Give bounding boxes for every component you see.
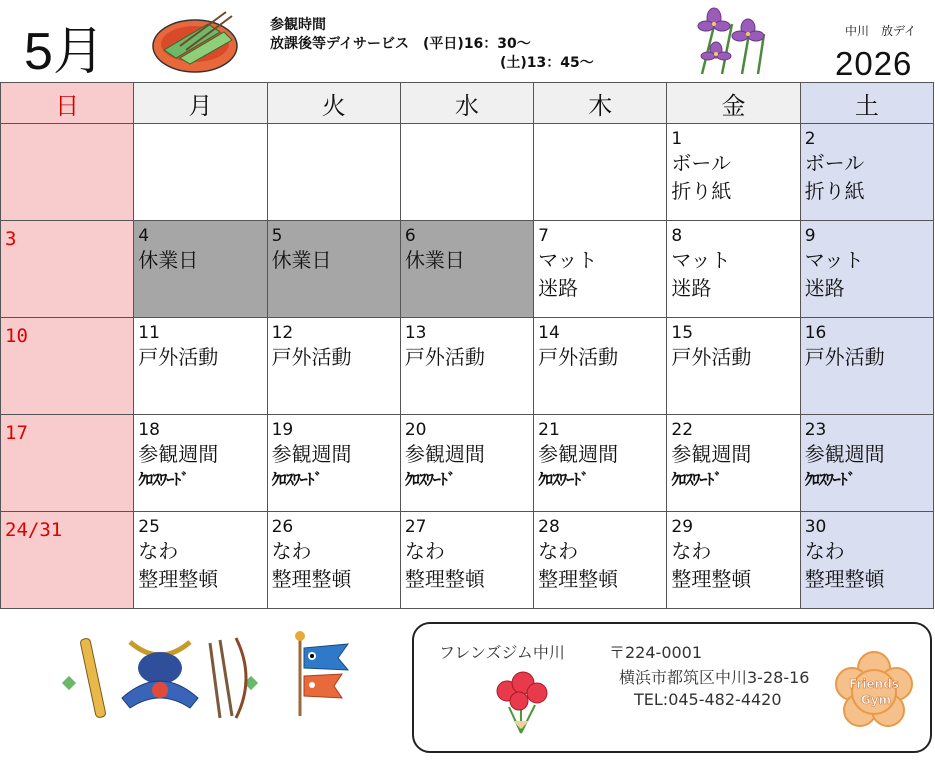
activity-label: 参観週間 [404, 442, 485, 466]
activity-label: 休業日 [138, 248, 199, 272]
calendar-day-cell [667, 124, 800, 221]
visiting-hours [270, 16, 594, 73]
activity-label: 戸外活動 [538, 345, 619, 369]
activity-label: 参観週間 [538, 442, 619, 466]
calendar-week-row [1, 221, 934, 318]
calendar-day-cell [1, 124, 134, 221]
calendar-day-cell [534, 124, 667, 221]
calendar-day-cell [267, 415, 400, 512]
calendar-grid [0, 82, 934, 609]
weekday-tue: 火 [267, 83, 400, 124]
activity-label: 折り紙 [804, 179, 865, 203]
logo-word-2: Gym [860, 693, 892, 707]
day-number: 5 [271, 226, 283, 246]
calendar-day-cell [800, 318, 933, 415]
activity-label: 戸外活動 [404, 345, 485, 369]
day-number: 18 [138, 420, 160, 440]
calendar-day-cell [534, 415, 667, 512]
weekday-sat: 土 [800, 83, 933, 124]
activity-label: なわ [138, 539, 179, 563]
calendar-day-cell [267, 124, 400, 221]
day-number: 16 [804, 323, 827, 343]
activity-label: なわ [671, 539, 712, 563]
day-number: 14 [538, 323, 560, 343]
day-number: 4 [138, 226, 150, 246]
weekday-header-row [1, 83, 934, 124]
calendar-day-cell [800, 415, 933, 512]
hours-saturday: (土)13：45～ [500, 55, 594, 71]
day-number: 3 [5, 228, 17, 250]
activity-label: ｸﾛｽﾜｰﾄﾞ [804, 470, 855, 489]
samurai-helmet-icon [60, 628, 270, 723]
day-number: 28 [538, 517, 560, 537]
calendar-day-cell [267, 221, 400, 318]
day-number: 30 [804, 517, 827, 537]
activity-label: ｸﾛｽﾜｰﾄﾞ [404, 470, 455, 489]
address: 横浜市都筑区中川3-28-16 [619, 668, 810, 687]
calendar-day-cell [667, 318, 800, 415]
day-number: 12 [271, 323, 294, 343]
weekday-sun: 日 [1, 83, 134, 124]
logo-word-1: Friends [849, 677, 899, 691]
koinobori-icon [290, 628, 360, 718]
month-title: 5月 [24, 23, 105, 81]
calendar-day-cell [1, 512, 134, 609]
calendar-day-cell [1, 318, 134, 415]
activity-label: ｸﾛｽﾜｰﾄﾞ [538, 470, 589, 489]
kashiwa-mochi-icon [150, 6, 240, 76]
calendar-day-cell [400, 415, 533, 512]
gym-name: フレンズジム中川 [439, 643, 565, 662]
day-number: 23 [804, 420, 827, 440]
activity-label: 戸外活動 [271, 345, 352, 369]
day-number: 15 [671, 323, 694, 343]
day-number: 26 [271, 517, 294, 537]
day-number: 13 [404, 323, 427, 343]
calendar-day-cell [134, 124, 267, 221]
calendar-day-cell [400, 221, 533, 318]
hours-weekday: 放課後等デイサービス (平日)16：30～ [270, 36, 531, 52]
carnation-icon [491, 669, 551, 735]
activity-label: 迷路 [671, 276, 712, 300]
hours-title: 参観時間 [270, 17, 326, 33]
activity-label: 参観週間 [138, 442, 219, 466]
day-number: 22 [671, 420, 694, 440]
calendar-day-cell [400, 318, 533, 415]
weekday-mon: 月 [134, 83, 267, 124]
calendar-day-cell [134, 318, 267, 415]
activity-label: 整理整頓 [404, 567, 485, 591]
activity-label: 休業日 [271, 248, 332, 272]
activity-label: ｸﾛｽﾜｰﾄﾞ [138, 470, 189, 489]
calendar-week-row [1, 124, 934, 221]
calendar-day-cell [134, 221, 267, 318]
activity-label: 整理整頓 [538, 567, 619, 591]
calendar-day-cell [534, 512, 667, 609]
activity-label: 整理整頓 [138, 567, 219, 591]
calendar-day-cell [134, 415, 267, 512]
activity-label: ｸﾛｽﾜｰﾄﾞ [671, 470, 722, 489]
day-number: 11 [138, 323, 160, 343]
calendar-day-cell [134, 512, 267, 609]
activity-label: 折り紙 [671, 179, 732, 203]
activity-label: 迷路 [538, 276, 579, 300]
phone-number: TEL:045-482-4420 [634, 690, 782, 709]
calendar-day-cell [534, 221, 667, 318]
activity-label: マット [671, 248, 731, 272]
day-number: 20 [404, 420, 427, 440]
calendar-day-cell [667, 512, 800, 609]
calendar-day-cell [534, 318, 667, 415]
calendar-week-row [1, 415, 934, 512]
activity-label: マット [538, 248, 598, 272]
day-number: 7 [538, 226, 549, 246]
day-number: 10 [5, 325, 28, 347]
activity-label: 参観週間 [271, 442, 352, 466]
activity-label: なわ [804, 539, 845, 563]
year-label: 2026 [835, 45, 913, 82]
activity-label: 休業日 [404, 248, 465, 272]
activity-label: 整理整頓 [804, 567, 885, 591]
activity-label: 整理整頓 [271, 567, 352, 591]
activity-label: ボール [671, 151, 732, 175]
day-number: 21 [538, 420, 560, 440]
contact-box [412, 622, 932, 753]
activity-label: 整理整頓 [671, 567, 752, 591]
day-number: 17 [5, 422, 28, 444]
activity-label: 戸外活動 [804, 345, 885, 369]
activity-label: なわ [538, 539, 579, 563]
activity-label: なわ [404, 539, 445, 563]
weekday-wed: 水 [400, 83, 533, 124]
day-number: 19 [271, 420, 294, 440]
calendar-day-cell [800, 124, 933, 221]
calendar-day-cell [667, 221, 800, 318]
calendar-day-cell [1, 415, 134, 512]
calendar-day-cell [400, 124, 533, 221]
day-number: 8 [671, 226, 683, 246]
activity-label: 戸外活動 [138, 345, 219, 369]
day-number: 1 [671, 129, 683, 149]
day-number: 24/31 [5, 519, 63, 541]
day-number: 6 [404, 226, 416, 246]
activity-label: なわ [271, 539, 312, 563]
day-number: 29 [671, 517, 694, 537]
calendar-day-cell [267, 512, 400, 609]
calendar-week-row [1, 512, 934, 609]
organization-name: 中川 放デイ [845, 24, 917, 38]
activity-label: 参観週間 [804, 442, 885, 466]
day-number: 9 [804, 226, 816, 246]
iris-flower-icon [692, 4, 774, 76]
calendar-day-cell [667, 415, 800, 512]
activity-label: ボール [804, 151, 865, 175]
friends-gym-logo [832, 650, 916, 730]
day-number [5, 129, 129, 132]
activity-label: 参観週間 [671, 442, 752, 466]
day-number: 25 [138, 517, 160, 537]
weekday-thu: 木 [534, 83, 667, 124]
calendar-day-cell [1, 221, 134, 318]
activity-label: 戸外活動 [671, 345, 752, 369]
day-number: 27 [404, 517, 427, 537]
calendar-day-cell [400, 512, 533, 609]
calendar-day-cell [800, 221, 933, 318]
calendar-week-row [1, 318, 934, 415]
day-number: 2 [804, 129, 816, 149]
activity-label: マット [804, 248, 864, 272]
activity-label: 迷路 [804, 276, 845, 300]
calendar-day-cell [800, 512, 933, 609]
activity-label: ｸﾛｽﾜｰﾄﾞ [271, 470, 322, 489]
calendar-day-cell [267, 318, 400, 415]
weekday-fri: 金 [667, 83, 800, 124]
postal-code: 〒224-0001 [609, 643, 703, 662]
